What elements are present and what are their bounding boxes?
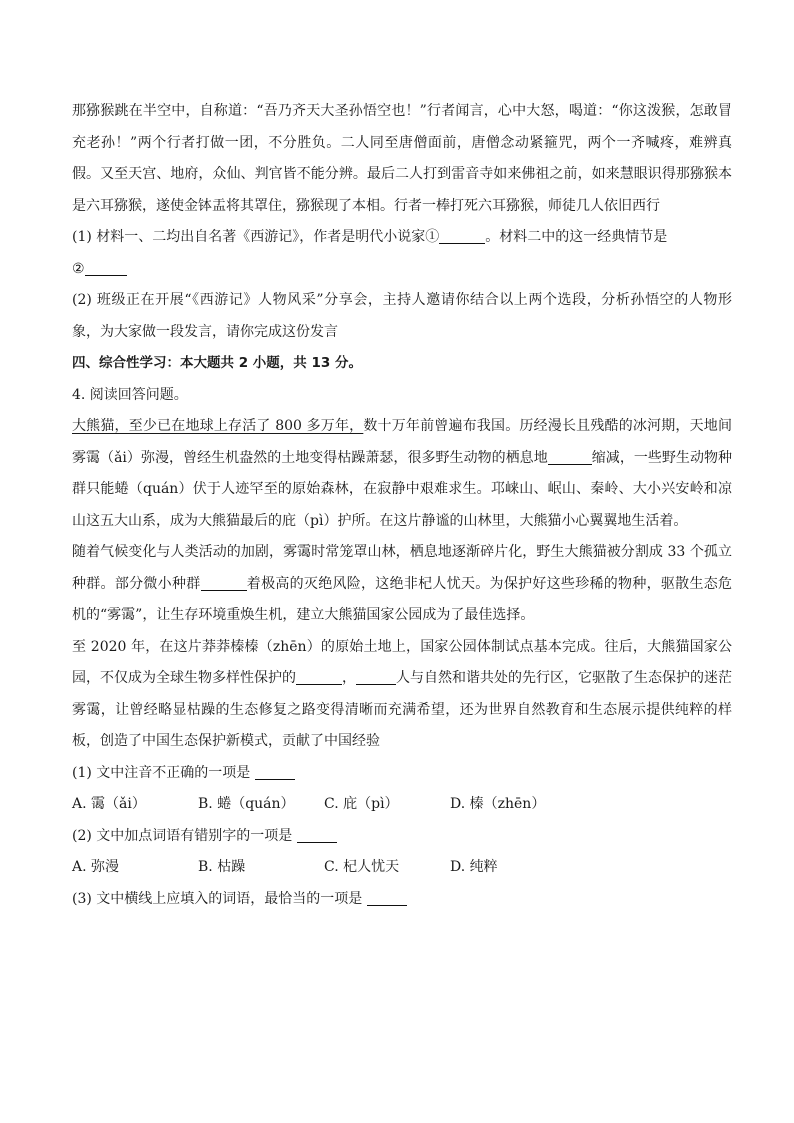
answer-blank-sub2[interactable] [297, 828, 337, 843]
question-1-line-2 [72, 254, 732, 286]
question-1 [72, 222, 732, 254]
section-heading: 四、综合性学习：本大题共 2 小题，共 13 分。 [72, 355, 362, 371]
sub-question-3: (3) 文中横线上应填入的词语，最恰当的一项是 [72, 884, 732, 916]
answer-blank-sub3[interactable] [367, 891, 407, 906]
circle-number-2: ② [72, 260, 85, 277]
options-sub-2 [72, 852, 732, 884]
fill-blank-3[interactable] [296, 670, 342, 685]
answer-blank-1[interactable] [439, 229, 485, 244]
paragraph-1: 大熊猫，至少已在地球上存活了 800 多万年，数十万年前曾遍布我国。历经漫长且残酷的冰河期，天地间雾霭（ǎi）弥漫，曾经生机盎然的土地变得枯躁萧瑟，很多野生动物的栖息地 缩减，一些野生动物种群只能蜷（quán）伏于人迹罕至的原始森林，在寂静中艰难求生。邛崃山、岷山、秦岭、大小兴安岭和凉山这五大山系，成为大熊猫最后的庇（pì）护所。在这片静谧的山林里，大熊猫小心翼翼地生活着。 [72, 418, 733, 529]
question-2: (2) 班级正在开展“《西游记》人物风采”分享会，主持人邀请你结合以上两个选段，分析孙悟空的人物形象，为大家做一段发言，请你完成这份发言 [72, 292, 732, 340]
underlined-sentence: 大熊猫，至少已在地球上存活了 800 多万年， [72, 418, 364, 434]
paragraph-2: 随着气候变化与人类活动的加剧，雾霭时常笼罩山林，栖息地逐渐碎片化，野生大熊猫被分割成 33 个孤立种群。部分微小种群 着极高的灭绝风险，这绝非杞人忧天。为保护好这些珍稀的物种，驱散生态危机的“雾霭”，让生存环境重焕生机，建立大熊猫国家公园成为了最佳选择。 [72, 544, 733, 623]
option-d[interactable]: D. 纯粹 [450, 859, 498, 875]
options-sub-1 [72, 789, 732, 821]
option-b[interactable]: B. 枯躁 [198, 859, 246, 875]
answer-blank-sub1[interactable] [255, 765, 295, 780]
option-a[interactable]: A. 弥漫 [72, 859, 120, 875]
option-c[interactable]: C. 杞人忧天 [324, 859, 400, 875]
paragraph-3: 至 2020 年，在这片莽莽榛榛（zhēn）的原始土地上，国家公园体制试点基本完成。往后，大熊猫国家公园，不仅成为全球生物多样性保护的 ， 人与自然和谐共处的先行区，它驱散了生态保护的迷茫雾霭，让曾经略显枯躁的生态修复之路变得清晰而充满希望，还为世界自然教育和生态展示提供纯粹的样板，创造了中国生态保护新模式，贡献了中国经验 [72, 638, 732, 749]
option-b[interactable]: B. 蜷（quán） [198, 796, 295, 812]
answer-blank-2[interactable] [85, 261, 127, 276]
passage-excerpt: 那猕猴跳在半空中，自称道：“吾乃齐天大圣孙悟空也！”行者闻言，心中大怒，喝道：“你这泼猴，怎敢冒充老孙！”两个行者打做一团，不分胜负。二人同至唐僧面前，唐僧念动紧箍咒，两个一齐喊疼，难辨真假。又至天宫、地府，众仙、判官皆不能分辨。最后二人打到雷音寺如来佛祖之前，如来慧眼识得那猕猴本是六耳猕猴，遂使金钵盂将其罩住，猕猴现了本相。行者一棒打死六耳猕猴，师徒几人依旧西行 [72, 103, 732, 214]
question-1-text-2: 。材料二中的这一经典情节是 [485, 229, 668, 245]
sub-question-1: (1) 文中注音不正确的一项是 [72, 758, 732, 790]
fill-blank-2[interactable] [201, 576, 247, 591]
fill-blank-1[interactable] [548, 450, 592, 465]
sub-question-2: (2) 文中加点词语有错别字的一项是 [72, 821, 732, 853]
item-heading: 4. 阅读回答问题。 [72, 386, 188, 403]
question-1-text: (1) 材料一、二均出自名著《西游记》，作者是明代小说家① [72, 229, 440, 245]
option-d[interactable]: D. 榛（zhēn） [450, 796, 546, 812]
option-a[interactable]: A. 霭（ǎi） [72, 796, 146, 812]
fill-blank-4[interactable] [356, 670, 396, 685]
option-c[interactable]: C. 庇（pì） [324, 796, 399, 812]
